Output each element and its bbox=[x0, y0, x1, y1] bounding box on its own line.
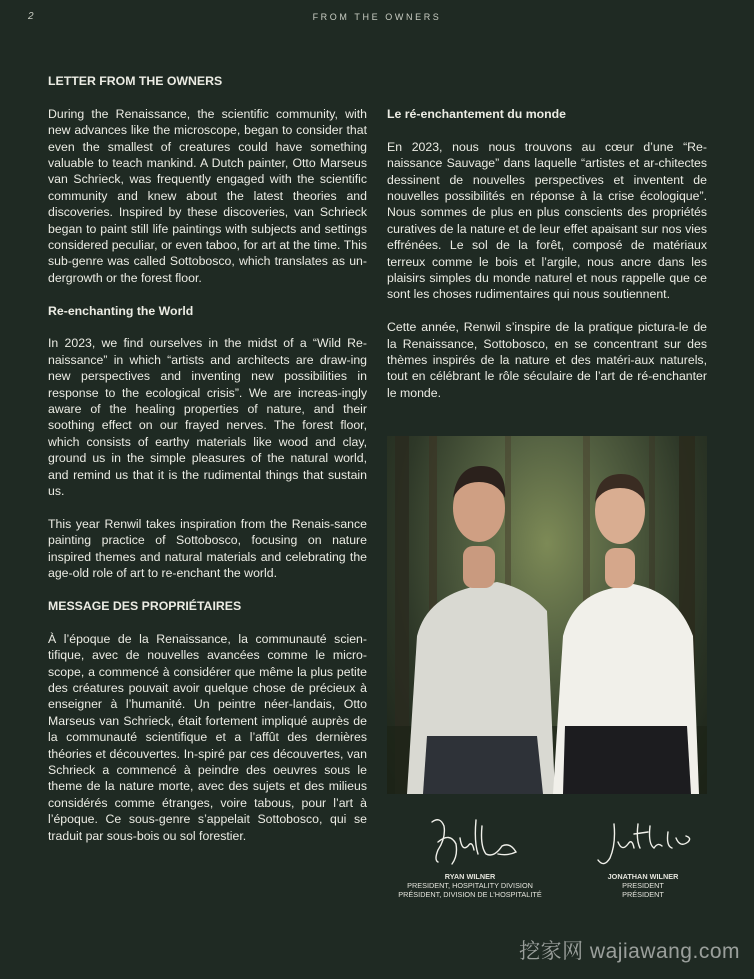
signature-ryan-wilner bbox=[390, 812, 550, 900]
owners-photo-illustration bbox=[387, 436, 707, 794]
signatory-name: RYAN WILNER bbox=[444, 872, 496, 881]
signatory-title-en: PRESIDENT bbox=[622, 881, 664, 891]
page-number: 2 bbox=[28, 11, 34, 22]
jonathan-handwritten-signature bbox=[588, 818, 698, 870]
owners-photo bbox=[387, 436, 707, 794]
paragraph-renaissance-en: During the Renaissance, the scientific community, with new advances like the microscope, began to consider that even the smallest of creatures could have something valuable to teach mankind. A Dutch painter, Otto Marseus van Schrieck, was frequently engaged with the scientific community and knew about the latest theories and discoveries. Inspired by these discoveries, van Schrieck began to paint still life paintings with subjects and settings considered peculiar, or even taboo, for art at the time. This sub-genre was called Sottobosco, which translates as un-dergrowth or the forest floor. bbox=[48, 106, 367, 285]
subheading-re-enchanting: Re-enchanting the World bbox=[48, 303, 194, 318]
paragraph-renwil-inspiration-fr: Cette année, Renwil s’inspire de la pratique pictura-le de la Renaissance, Sottobosco, en se concentrant sur des thèmes inspirés de la nature et des matéri-aux naturels, tout en célébrant le rôle séculaire de l’art de ré-enchanter le monde. bbox=[387, 320, 707, 400]
heading-message-proprietaires: MESSAGE DES PROPRIÉTAIRES bbox=[48, 598, 242, 613]
left-column bbox=[48, 73, 367, 860]
signatory-title-fr: PRÉSIDENT bbox=[622, 890, 664, 900]
paragraph-wild-renaissance-en: In 2023, we find ourselves in the midst of a “Wild Re-naissance” in which “artists and architects are draw-ing new perspectives and inventing new possibilities in response to the ecological crisis”. We are increas-ingly aware of the healing properties of nature, and their soothing effect on our frayed nerves. The forest floor, which consists of earthy materials like wood and clay, ground us in the simple pleasures of the natural world, and remind us that it is the rudimental things that sustain us. bbox=[48, 336, 367, 499]
signatory-name: JONATHAN WILNER bbox=[607, 872, 679, 881]
signatory-title-en: PRESIDENT, HOSPITALITY DIVISION bbox=[407, 881, 533, 891]
watermark: 挖家网 wajiawang.com bbox=[519, 940, 740, 963]
signatory-title-fr: PRÉSIDENT, DIVISION DE L’HOSPITALITÉ bbox=[398, 890, 542, 900]
paragraph-renaissance-fr: À l’époque de la Renaissance, la communauté scien-tifique, avec de nouvelles avancées comme le micro-scope, a commencé à considérer que même la plus petite des créatures pouvait avoir quelque chose de précieux à enseigner à l’humanité. Un peintre néer-landais, Otto Marseus van Schrieck, était fortement impliqué auprès de la communauté scientifique et a l’affût des dernières théories et découvertes. In-spiré par ces découvertes, van Schrieck a commencé à peindre des oeuvres sous le theme de la nature morte, avec des sujets et des milieus considérés comme étranges, voire tabous, pour l’art à l’époque. Ce sous-genre s’appelait Sottobosco, qui se traduit par sous-bois ou sol forestier. bbox=[48, 631, 367, 843]
subheading-re-enchantement: Le ré-enchantement du monde bbox=[387, 107, 567, 121]
signature-jonathan-wilner bbox=[578, 818, 708, 900]
running-head: FROM THE OWNERS bbox=[312, 12, 442, 22]
right-column bbox=[387, 106, 707, 418]
heading-letter-from-owners: LETTER FROM THE OWNERS bbox=[48, 74, 223, 88]
ryan-handwritten-signature bbox=[410, 812, 530, 870]
paragraph-renaissance-sauvage-fr: En 2023, nous nous trouvons au cœur d’une “Re-naissance Sauvage” dans laquelle “artistes et ar-chitectes dessinent de nouvelles perspectives et inventent de nouvelles possibilités en réponse à la crise écologique”. Nous sommes de plus en plus conscients des propriétés curatives de la nature et de leur effet apaisant sur nos vies effrénées. Le sol de la forêt, composé de matériaux terreux comme le bois et l’argile, nous ancre dans les plaisirs simples du monde naturel et nous rappelle que ce sont les choses rudimentaires qui nous soutiennent. bbox=[387, 139, 707, 302]
paragraph-renwil-inspiration-en: This year Renwil takes inspiration from the Renais-sance painting practice of Sottobosco, focusing on nature inspired themes and natural materials and celebrating the age-old role of art to re-enchant the world. bbox=[48, 516, 367, 581]
